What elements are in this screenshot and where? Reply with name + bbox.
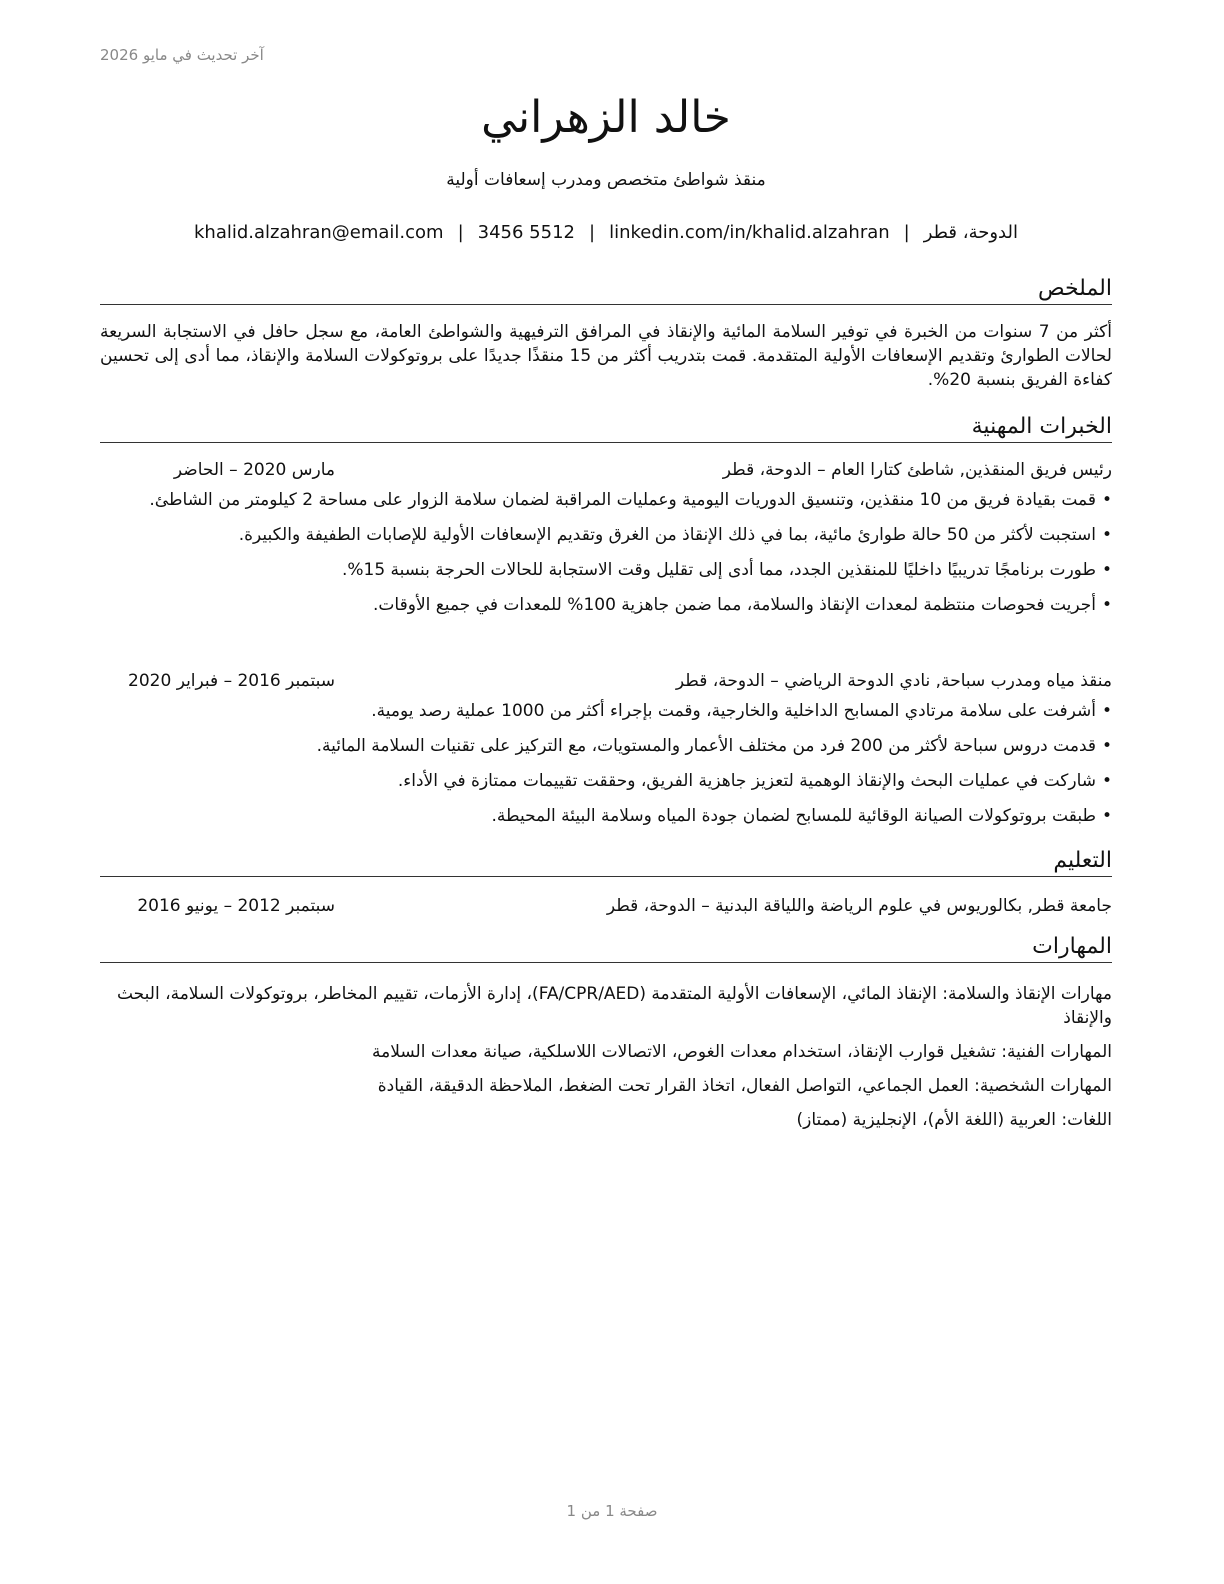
section-title-education: التعليم [100, 848, 1112, 877]
section-title-experience: الخبرات المهنية [100, 414, 1112, 443]
contact-separator: | [589, 222, 596, 243]
contact-separator: | [457, 222, 464, 243]
job-heading [100, 458, 1112, 482]
education-heading: جامعة قطر, بكالوريوس في علوم الرياضة واللياقة البدنية – الدوحة، قطر [606, 896, 1112, 916]
contact-phone[interactable]: 3456 5512 [477, 222, 575, 243]
section-title-skills: المهارات [100, 934, 1112, 963]
contact-separator: | [903, 222, 910, 243]
page-number: صفحة 1 من 1 [566, 1502, 658, 1520]
last-updated-note: آخر تحديث في مايو 2026 [100, 46, 264, 64]
skills-line: مهارات الإنقاذ والسلامة: الإنقاذ المائي، الإسعافات الأولية المتقدمة (FA/CPR/AED)، إدارة الأزمات، تقييم المخاطر، بروتوكولات السلامة، البحث والإنقاذ [116, 984, 1112, 1028]
candidate-name: خالد الزهراني [481, 92, 731, 143]
skills-line: اللغات: العربية (اللغة الأم)، الإنجليزية (ممتاز) [796, 1110, 1112, 1130]
contact-email[interactable]: khalid.alzahran@email.com [194, 222, 444, 243]
list-item: • قمت بقيادة فريق من 10 منقذين، وتنسيق الدوريات اليومية وعمليات المراقبة لضمان سلامة الزوار على مساحة 2 كيلومتر من الشاطئ. [100, 488, 1112, 512]
job-title: رئيس فريق المنقذين, شاطئ كتارا العام – الدوحة، قطر [722, 460, 1112, 480]
list-item: • استجبت لأكثر من 50 حالة طوارئ مائية، بما في ذلك الإنقاذ من الغرق وتقديم الإسعافات الأولية للإصابات الطفيفة والكبيرة. [100, 523, 1112, 547]
education-dates: سبتمبر 2012 – يونيو 2016 [137, 896, 335, 916]
job-dates: سبتمبر 2016 – فبراير 2020 [128, 671, 335, 691]
job-bullets [100, 699, 1112, 839]
contact-line [100, 222, 1112, 243]
list-item: • شاركت في عمليات البحث والإنقاذ الوهمية لتعزيز جاهزية الفريق، وحققت تقييمات ممتازة في الأداء. [100, 769, 1112, 793]
job-bullets [100, 488, 1112, 628]
list-item: • قدمت دروس سباحة لأكثر من 200 فرد من مختلف الأعمار والمستويات، مع التركيز على تقنيات السلامة المائية. [100, 734, 1112, 758]
section-title-summary: الملخص [100, 276, 1112, 305]
contact-linkedin[interactable]: linkedin.com/in/khalid.alzahran [609, 222, 890, 243]
list-item: • طورت برنامجًا تدريبيًا داخليًا للمنقذين الجدد، مما أدى إلى تقليل وقت الاستجابة للحالات الحرجة بنسبة 15%. [100, 558, 1112, 582]
list-item: • طبقت بروتوكولات الصيانة الوقائية للمسابح لضمان جودة المياه وسلامة البيئة المحيطة. [100, 804, 1112, 828]
job-heading [100, 669, 1112, 693]
summary-text: أكثر من 7 سنوات من الخبرة في توفير السلامة المائية والإنقاذ في المرافق الترفيهية والشواطئ العامة، مع سجل حافل في الاستجابة السريعة لحالات الطوارئ وتقديم الإسعافات الأولية المتقدمة. قمت بتدريب أكثر من 15 منقذًا جديدًا على بروتوكولات السلامة والإنقاذ، مما أدى إلى تحسين كفاءة الفريق بنسبة 20%. [100, 322, 1112, 390]
candidate-title: منقذ شواطئ متخصص ومدرب إسعافات أولية [446, 170, 766, 190]
list-item: • أشرفت على سلامة مرتادي المسابح الداخلية والخارجية، وقمت بإجراء أكثر من 1000 عملية رصد يومية. [100, 699, 1112, 723]
job-title: منقذ مياه ومدرب سباحة, نادي الدوحة الرياضي – الدوحة، قطر [675, 671, 1112, 691]
contact-location: الدوحة، قطر [923, 222, 1018, 243]
skills-line: المهارات الفنية: تشغيل قوارب الإنقاذ، استخدام معدات الغوص، الاتصالات اللاسلكية، صيانة معدات السلامة [372, 1042, 1112, 1062]
job-dates: مارس 2020 – الحاضر [173, 460, 335, 480]
list-item: • أجريت فحوصات منتظمة لمعدات الإنقاذ والسلامة، مما ضمن جاهزية 100% للمعدات في جميع الأوقات. [100, 593, 1112, 617]
education-entry [100, 894, 1112, 918]
skills-line: المهارات الشخصية: العمل الجماعي، التواصل الفعال، اتخاذ القرار تحت الضغط، الملاحظة الدقيقة، القيادة [377, 1076, 1112, 1096]
